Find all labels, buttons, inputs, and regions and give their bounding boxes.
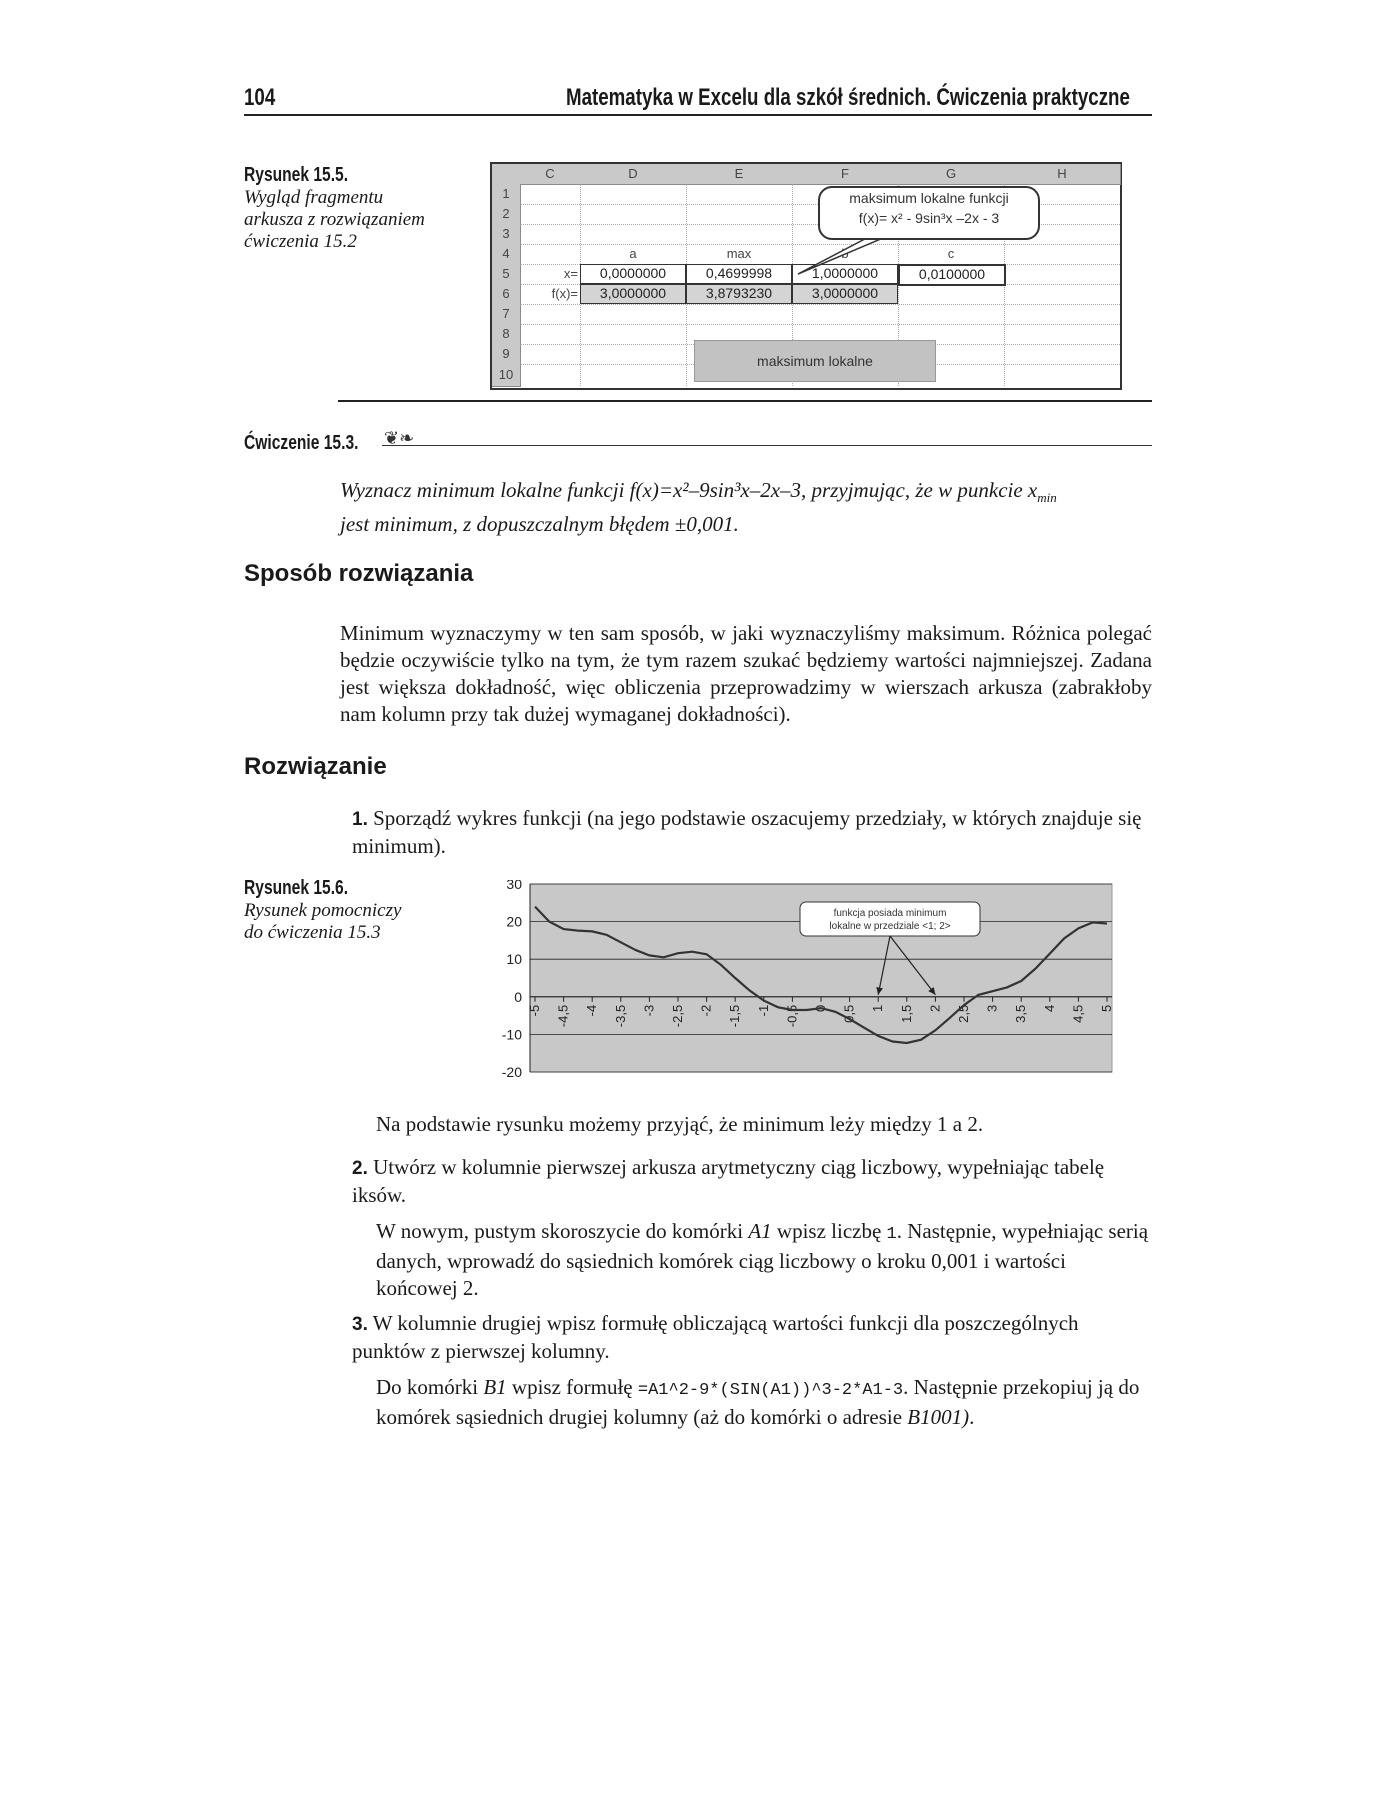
figure-label: Rysunek 15.6. [244,877,349,899]
exercise-task [340,477,1152,538]
row-label-fx: f(x)= [551,286,578,301]
y-tick-label: -20 [501,1064,522,1080]
row-header: 3 [492,224,521,245]
x-tick-label: -3 [641,1004,657,1017]
x-tick-label: -5 [527,1004,542,1017]
callout-line: f(x)= x² - 9sin³x –2x - 3 [858,210,1000,226]
x-tick-label: -4,5 [555,1004,571,1028]
method-heading: Sposób rozwiązania [244,560,474,587]
caption-line: do ćwiczenia 15.3 [244,922,381,943]
y-tick-label: 30 [506,880,522,892]
row-header: 1 [492,184,521,205]
exercise-rule [382,445,1152,446]
detail-text: Do komórki [376,1375,484,1399]
x-tick-label: 1,5 [898,1004,914,1023]
row-header: 4 [492,244,521,265]
detail-text: . [969,1405,975,1429]
col-label-a: a [629,246,637,261]
step-2-detail [376,1218,1152,1302]
step-2 [352,1154,1152,1209]
x-tick-label: 1 [870,1004,886,1013]
column-header: C [520,164,581,185]
x-tick-label: -2,5 [670,1004,685,1028]
column-header: E [686,164,793,185]
y-tick-label: 10 [506,951,522,968]
x-value-c: 0,0100000 [898,264,1006,286]
header-rule [244,114,1152,116]
x-tick-label: -1,5 [727,1004,743,1028]
x-value-max: 0,4699998 [686,264,792,284]
callout-line: maksimum lokalne funkcji [849,190,1009,206]
row-header: 6 [492,284,521,305]
local-max-button[interactable]: maksimum lokalne [694,340,936,382]
row-header: 5 [492,264,521,285]
fx-value-a: 3,0000000 [580,284,686,304]
detail-text: wpisz formułę [506,1375,638,1399]
cell-ref: B1001) [907,1405,970,1429]
x-tick-label: 4,5 [1070,1004,1086,1023]
caption-line: Wygląd fragmentu [244,187,384,208]
x-tick-label: 4 [1041,1004,1057,1013]
x-tick-label: -4 [584,1004,600,1017]
x-tick-label: -2 [698,1004,714,1017]
col-label-c: c [947,246,955,261]
figure-15-6-caption [244,877,454,944]
cell-ref: A1 [748,1219,772,1243]
task-line: jest minimum, z dopuszczalnym błędem ±0,001. [340,512,739,537]
column-header: D [580,164,687,185]
exercise-ornament-icon: ❦❧ [384,428,415,448]
row-header: 10 [492,364,521,387]
caption-line: Rysunek pomocniczy [244,900,402,921]
detail-text: wpisz liczbę [771,1219,887,1243]
x-tick-label: -0,5 [784,1004,800,1028]
step-text: Sporządź wykres funkcji (na jego podstawie oszacujemy przedziały, w których znajduje się minimum). [352,806,1142,858]
row-header: 8 [492,324,521,345]
step-text: Utwórz w kolumnie pierwszej arkusza arytmetyczny ciąg liczbowy, wypełniając tabelę iksów. [352,1155,1105,1207]
annotation-text: lokalne w przedziale <1; 2> [829,921,951,932]
y-tick-label: 0 [514,988,522,1005]
x-tick-label: 0,5 [841,1004,857,1023]
caption-line: ćwiczenia 15.2 [244,231,357,252]
step-number: 2. [352,1158,368,1179]
step-number: 1. [352,809,368,830]
y-tick-label: -10 [501,1026,522,1043]
x-tick-label: -1 [755,1004,771,1017]
detail-text: . Następnie, wypełniając serią danych, wprowadź do sąsiednich komórek ciąg liczbowy o kroku 0,001 i wartości końcowej 2. [376,1219,1149,1300]
annotation-text: funkcja posiada minimum [833,908,947,919]
column-header: F [792,164,899,185]
corner-cell [492,164,521,185]
x-value-b: 1,0000000 [792,264,898,284]
col-label-max: max [726,246,752,261]
section-rule [338,400,1152,402]
step-3 [352,1310,1152,1365]
solution-heading: Rozwiązanie [244,753,387,780]
cell-ref: B1 [483,1375,507,1399]
task-subscript: min [1037,490,1057,506]
function-chart [480,880,1120,1090]
step-text: W kolumnie drugiej wpisz formułę obliczającą wartości funkcji dla poszczególnych punktów z pierwszej kolumny. [352,1311,1079,1363]
x-tick-label: 2,5 [956,1004,971,1023]
figure-15-5-caption [244,164,454,253]
task-line: Wyznacz minimum lokalne funkcji f(x)=x²–9sin³x–2x–3, przyjmując, że w punkcie x [340,478,1038,502]
x-value-a: 0,0000000 [580,264,686,284]
step-3-detail [376,1374,1152,1431]
detail-text: . Następnie przekopiuj ją do komórek sąsiednich drugiej kolumny (aż do komórki o adresie [376,1375,1140,1429]
figure-label: Rysunek 15.5. [244,164,349,186]
x-tick-label: -3,5 [612,1004,628,1028]
x-tick-label: 0 [813,1004,828,1013]
y-tick-label: 20 [506,913,522,930]
callout-max-annotation [818,186,1040,240]
number-value: 1 [886,1225,897,1244]
running-title: Matematyka w Excelu dla szkół średnich. Ćwiczenia praktyczne [566,84,1130,111]
x-tick-label: 3 [984,1004,1000,1013]
row-header: 9 [492,344,521,365]
step-1 [352,805,1152,860]
method-text: Minimum wyznaczymy w ten sam sposób, w jaki wyznaczyliśmy maksimum. Różnica polegać będzie oczywiście tylko na tym, że tym razem szukać będziemy wartości najmniejszej. Zadana jest większa dokładność, więc obliczenia przeprowadzimy w wierszach arkusza (zabrakłoby nam kolumn przy tak dużej wymaganej dokładności). [340,621,1152,726]
fx-value-b: 3,0000000 [792,284,898,304]
detail-text: W nowym, pustym skoroszycie do komórki [376,1219,749,1243]
row-label-x: x= [563,266,578,281]
formula: =A1^2-9*(SIN(A1))^3-2*A1-3 [637,1381,904,1400]
exercise-label: Ćwiczenie 15.3. [244,432,359,454]
step-number: 3. [352,1314,368,1335]
column-header: G [898,164,1005,185]
row-header: 2 [492,204,521,225]
x-tick-label: 3,5 [1013,1004,1029,1023]
x-tick-label: 2 [927,1004,943,1013]
fx-value-max: 3,8793230 [686,284,792,304]
chart-conclusion: Na podstawie rysunku możemy przyjąć, że minimum leży między 1 a 2. [376,1112,984,1136]
x-tick-label: 5 [1099,1004,1114,1013]
column-header: H [1004,164,1121,185]
row-header: 7 [492,304,521,325]
page-number: 104 [244,84,276,111]
caption-line: arkusza z rozwiązaniem [244,209,425,230]
